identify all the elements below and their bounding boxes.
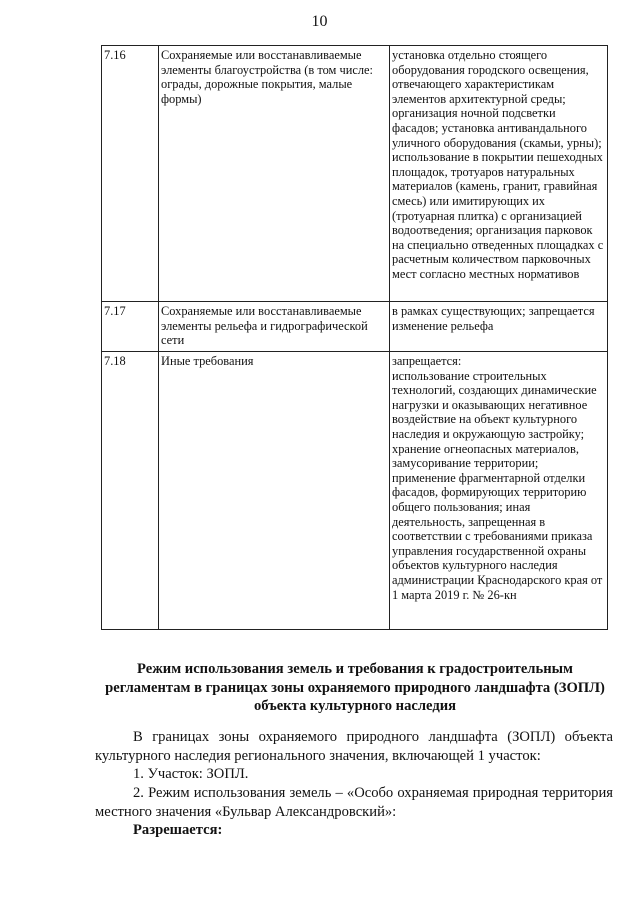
regulations-table: [101, 45, 608, 630]
element-name-cell: Сохраняемые или восстанавливаемые элементы рельефа и гидрографической сети: [159, 302, 390, 352]
table-row: [102, 302, 608, 352]
row-number-cell: 7.16: [102, 46, 159, 302]
table-row: [102, 352, 608, 630]
table-row: [102, 46, 608, 302]
element-name-cell: Иные требования: [159, 352, 390, 630]
row-number-cell: 7.18: [102, 352, 159, 630]
paragraph-plot: 1. Участок: ЗОПЛ.: [133, 766, 249, 782]
requirement-cell: установка отдельно стоящего оборудования городского освещения, отвечающего характеристикам элементов архитектурной среды; организация ночной подсветки фасадов; установка антивандального уличного оборудования (скамьи, урны); использование в покрытии пешеходных площадок, тротуаров натуральных материалов (камень, гранит, гравийная смесь) или имитирующих их (тротуарная плитка) с организацией водоотведения; организация парковок на специально отведенных площадках с расчетным количеством парковочных мест согласно местных нормативов: [390, 46, 608, 302]
page-number: 10: [311, 13, 328, 30]
element-name-cell: Сохраняемые или восстанавливаемые элементы благоустройства (в том числе: ограды, дорожные покрытия, малые формы): [159, 46, 390, 302]
requirement-cell: в рамках существующих; запрещается изменение рельефа: [390, 302, 608, 352]
paragraph-land-use-regime: 2. Режим использования земель – «Особо охраняемая природная территория местного значения «Бульвар Александровский»:: [95, 785, 613, 820]
section-heading: Режим использования земель и требования к градостроительным регламентам в границах зоны охраняемого природного ландшафта (ЗОПЛ) объекта культурного наследия: [105, 661, 605, 714]
paragraph-intro: В границах зоны охраняемого природного ландшафта (ЗОПЛ) объекта культурного наследия регионального значения, включающей 1 участок:: [95, 729, 613, 764]
requirement-cell: запрещается: использование строительных технологий, создающих динамические нагрузки и оказывающих негативное воздействие на объект культурного наследия и окружающую застройку; хранение огнеопасных материалов, замусоривание территории; применение фрагментарной отделки фасадов, формирующих территорию общего пользования; иная деятельность, запрещенная в соответствии с требованиями приказа управления государственной охраны объектов культурного наследия администрации Краснодарского края от 1 марта 2019 г. № 26-кн: [390, 352, 608, 630]
row-number-cell: 7.17: [102, 302, 159, 352]
paragraph-permitted-heading: Разрешается:: [133, 822, 223, 838]
